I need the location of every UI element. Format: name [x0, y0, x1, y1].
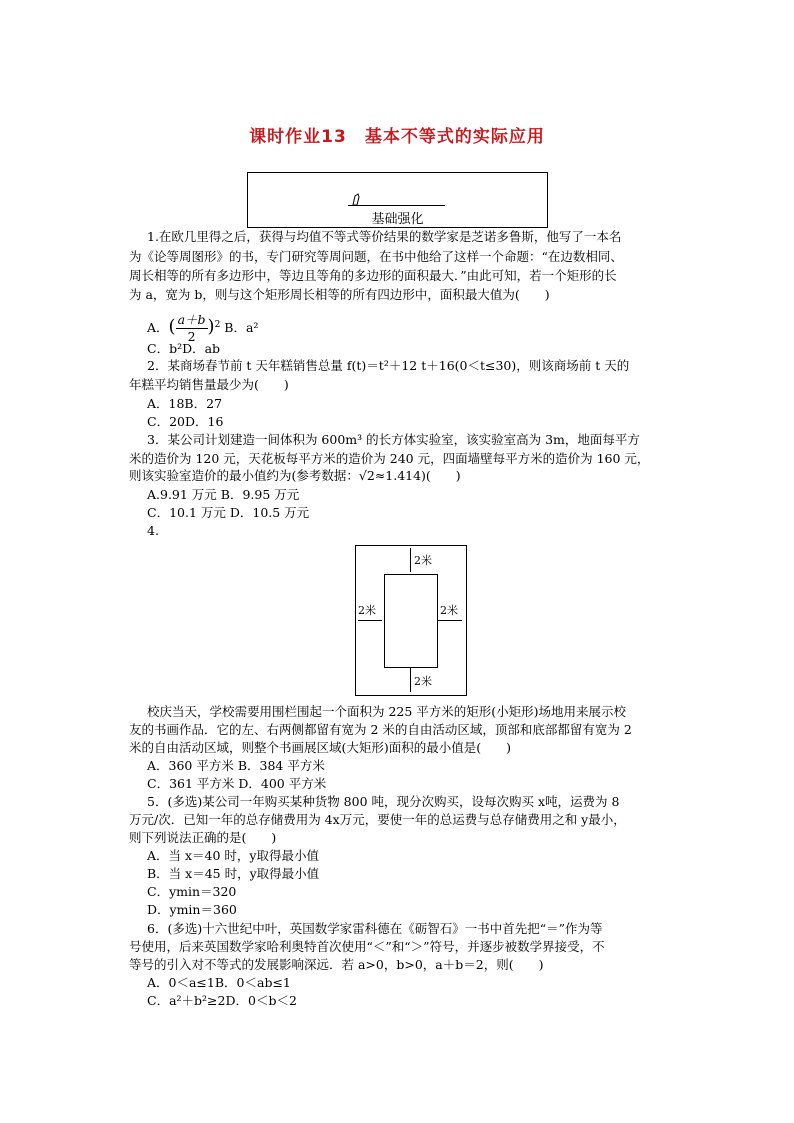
section-header-box: [247, 172, 548, 228]
fraction-numerator: a＋b: [177, 312, 206, 327]
right-width-label: 2米: [440, 604, 458, 617]
q5-option: B．当 x＝45 时，y取得最小值: [147, 866, 320, 881]
top-arrow: [410, 548, 411, 572]
left-width-label: 2米: [358, 604, 376, 617]
area-diagram: [355, 545, 467, 696]
q5-line: 5．(多选)某公司一年购买某种货物 800 吨，现分次购买，设每次购买 x吨，运费为 8: [147, 794, 620, 809]
q2-options-cd: C．20D．16: [147, 414, 224, 429]
exponent: 2: [214, 319, 221, 330]
page-title: 课时作业13 基本不等式的实际应用: [249, 127, 545, 147]
q2-line: 2．某商场春节前 t 天年糕销售总量 f(t)＝t²＋12 t＋16(0＜t≤30)，则该商场前 t 天的: [147, 358, 630, 373]
q5-option: C．ymin＝320: [147, 884, 237, 899]
left-arrow: [358, 620, 382, 621]
q1-line: 为《论等周图形》的书，专门研究等周问题，在书中他给了这样一个命题：“在边数相同、: [129, 249, 623, 264]
fraction-denominator: 2: [187, 329, 196, 344]
q4-number: 4.: [147, 523, 159, 538]
q6-line: 6．(多选)十六世纪中叶，英国数学家雷科德在《砺智石》一书中首先把“＝”作为等: [147, 921, 603, 936]
q6-line: 号使用，后来英国数学家哈利奥特首次使用“＜”和“＞”符号，并逐步被数学界接受，不: [129, 939, 605, 954]
q6-options-cd: C．a²＋b²≥2D．0＜b＜2: [147, 993, 297, 1008]
inner-rectangle: [384, 574, 438, 668]
q3-options-cd: C．10.1 万元 D．10.5 万元: [147, 505, 310, 520]
section-label: 基础强化: [371, 212, 424, 227]
q1-option-b: B．a²: [224, 320, 259, 335]
q5-line: 则下列说法正确的是( ): [129, 830, 277, 845]
q1-line: 1.在欧几里得之后，获得与均值不等式等价结果的数学家是芝诺多鲁斯，他写了一本名: [147, 229, 622, 244]
q3-line: 3．某公司计划建造一间体积为 600m³ 的长方体实验室，该实验室高为 3m，地面每平方: [147, 432, 640, 447]
q3-line: 则该实验室造价的最小值约为(参考数据：√2≈1.414)( ): [129, 468, 461, 483]
q3-line: 米的造价为 120 元，天花板每平方米的造价为 240 元，四面墙壁每平方米的造价为 160 元，: [129, 451, 650, 466]
q5-option: D．ymin＝360: [147, 902, 237, 917]
q5-option: A．当 x＝40 时，y取得最小值: [147, 848, 319, 863]
q1-option-a: A．( $\frac{a+b}{2}$ )$^2$ B．a²: [147, 312, 259, 344]
section-underline: [348, 205, 445, 206]
bottom-width-label: 2米: [414, 675, 432, 688]
top-width-label: 2米: [414, 554, 432, 567]
q1-line: 为 a，宽为 b，则与这个矩形周长相等的所有四边形中，面积最大值为( ): [129, 287, 550, 302]
q4-line: 友的书画作品．它的左、右两侧都留有宽为 2 米的自由活动区域，顶部和底部都留有宽为 2: [129, 722, 632, 737]
q5-line: 万元/次．已知一年的总存储费用为 4x万元，要使一年的总运费与总存储费用之和 y最小，: [129, 812, 626, 827]
bottom-arrow: [410, 668, 411, 692]
q1-option-a-prefix: A．: [147, 320, 169, 335]
q4-line: 校庆当天，学校需要用围栏围起一个面积为 225 平方米的矩形(小矩形)场地用来展示校: [147, 704, 627, 719]
q3-options-ab: A.9.91 万元 B．9.95 万元: [147, 487, 300, 502]
q2-line: 年糕平均销售量最少为( ): [129, 377, 289, 392]
q1-line: 周长相等的所有多边形中，等边且等角的多边形的面积最大．”由此可知，若一个矩形的长: [129, 268, 617, 283]
q4-options-cd: C．361 平方米 D．400 平方米: [147, 776, 327, 791]
q2-options-ab: A．18B．27: [147, 396, 223, 411]
right-arrow: [438, 620, 462, 621]
q6-line: 等号的引入对不等式的发展影响深远．若 a>0，b>0，a＋b＝2，则( ): [129, 957, 544, 972]
q4-options-ab: A．360 平方米 B．384 平方米: [147, 758, 325, 773]
q4-line: 米的自由活动区域，则整个书画展区域(大矩形)面积的最小值是( ): [129, 740, 512, 755]
q6-options-ab: A．0＜a≤1B．0＜ab≤1: [147, 975, 291, 990]
q1-options-cd: C．b²D．ab: [147, 341, 221, 356]
